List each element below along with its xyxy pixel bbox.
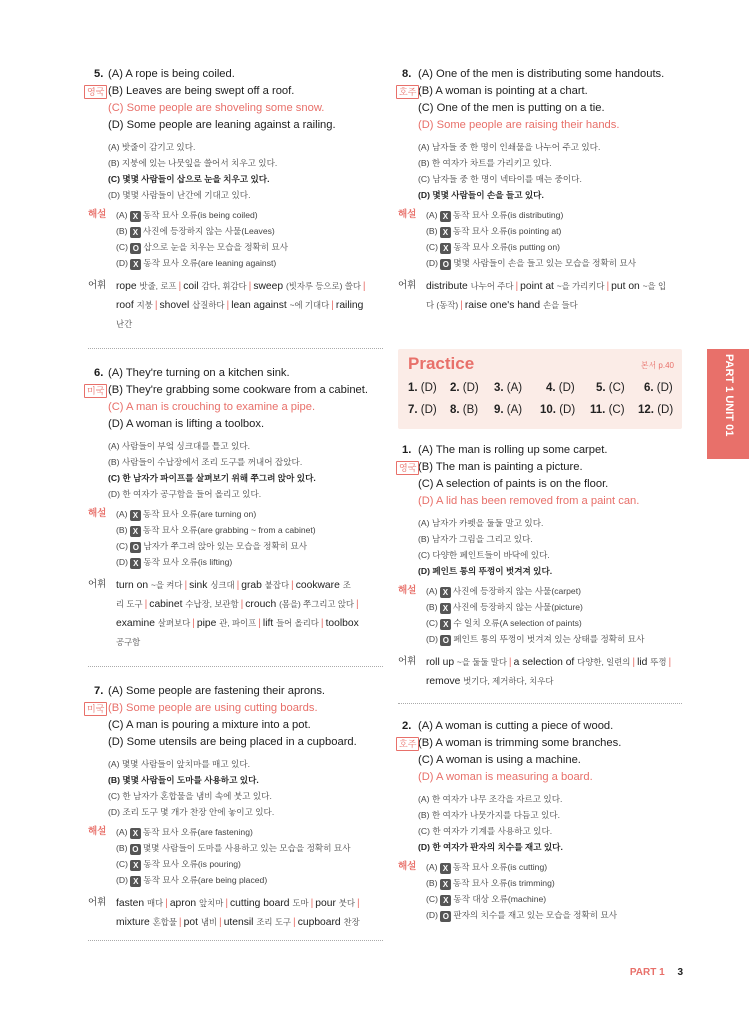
x-mark-icon: X <box>130 211 141 222</box>
vocab-line: roof 지붕 | shovel 삽질하다 | lean against ~에 기대다 | railing <box>116 300 364 311</box>
accent-badge: 호주 <box>396 85 419 99</box>
option-a: (A) A woman is cutting a piece of wood. <box>418 720 614 732</box>
accent-badge: 미국 <box>84 384 107 398</box>
o-mark-icon: O <box>130 844 141 855</box>
practice-page-ref: 본서 p.40 <box>640 361 674 370</box>
left-column <box>88 66 383 941</box>
solution-line: (D) O 판자의 치수를 재고 있는 모습을 정확히 묘사 <box>426 910 618 921</box>
solution-label: 해설 <box>88 826 107 837</box>
translation-b: (B) 남자가 그림을 그리고 있다. <box>418 534 533 544</box>
page-footer <box>630 967 683 978</box>
solution-line: (B) X 동작 묘사 오류(are grabbing ~ from a cabinet) <box>116 525 316 536</box>
question-7 <box>88 683 383 932</box>
vocabulary-label: 어휘 <box>88 579 107 590</box>
option-c: (C) One of the men is putting on a tie. <box>418 102 605 114</box>
answer-item: 12. (D) <box>638 404 674 416</box>
translation-b: (B) 지붕에 있는 나뭇잎을 쓸어서 치우고 있다. <box>108 158 278 168</box>
solution-line: (C) X 수 일치 오류(A selection of paints) <box>426 618 582 629</box>
answer-item: 2. (D) <box>450 382 479 394</box>
practice-title: Practice <box>408 354 475 373</box>
vocab-line: 리 도구 | cabinet 수납장, 보관함 | crouch (몸을) 쭈그리고 앉다 | <box>116 599 359 610</box>
translation-b: (B) 몇몇 사람들이 도마를 사용하고 있다. <box>108 775 259 785</box>
accent-badge: 영국 <box>396 461 419 475</box>
solution-line: (B) O 몇몇 사람들이 도마를 사용하고 있는 모습을 정확히 묘사 <box>116 843 351 854</box>
translation-b: (B) 사람들이 수납장에서 조리 도구를 꺼내어 잡았다. <box>108 457 303 467</box>
solution-line: (C) X 동작 대상 오류(machine) <box>426 894 547 905</box>
x-mark-icon: X <box>440 211 451 222</box>
x-mark-icon: X <box>440 895 451 906</box>
x-mark-icon: X <box>130 558 141 569</box>
option-a: (A) They're turning on a kitchen sink. <box>108 367 290 379</box>
accent-badge: 영국 <box>84 85 107 99</box>
solution <box>398 859 682 923</box>
solution-label: 해설 <box>398 209 417 220</box>
solution <box>398 583 682 647</box>
vocab-line: fasten 매다 | apron 앞치마 | cutting board 도마 | pour 붓다 | <box>116 898 360 909</box>
option-c: (C) A man is pouring a mixture into a pot. <box>108 719 311 731</box>
x-mark-icon: X <box>130 259 141 270</box>
divider <box>398 703 682 704</box>
vocab-line: rope 밧줄, 로프 | coil 감다, 휘감다 | sweep (빗자루 등으로) 쓸다 | <box>116 281 366 292</box>
solution-line: (C) X 동작 묘사 오류(is putting on) <box>426 242 560 253</box>
x-mark-icon: X <box>440 603 451 614</box>
translation-d: (D) 몇몇 사람들이 난간에 기대고 있다. <box>108 190 251 200</box>
solution <box>398 207 682 271</box>
translation-d: (D) 페인트 통의 뚜껑이 벗겨져 있다. <box>418 566 553 576</box>
page-number: 3 <box>677 967 683 978</box>
answer-item: 11. (C) <box>590 404 625 416</box>
solution-line: (D) O 페인트 통의 뚜껑이 벗겨져 있는 상태를 정확히 묘사 <box>426 634 645 645</box>
o-mark-icon: O <box>440 635 451 646</box>
translation-c: (C) 한 남자가 파이프를 살펴보기 위해 쭈그려 앉아 있다. <box>108 473 316 483</box>
solution-line: (C) O 삽으로 눈을 치우는 모습을 정확히 묘사 <box>116 242 289 253</box>
option-b: (B) Some people are using cutting boards. <box>108 702 318 714</box>
o-mark-icon: O <box>130 542 141 553</box>
option-d: (D) Some utensils are being placed in a cupboard. <box>108 736 357 748</box>
question-number: 6. <box>94 367 104 379</box>
answer-item: 5. (C) <box>596 382 625 394</box>
question-number: 2. <box>402 720 412 732</box>
x-mark-icon: X <box>440 863 451 874</box>
solution-label: 해설 <box>88 209 107 220</box>
translation-c: (C) 한 남자가 혼합물을 냄비 속에 붓고 있다. <box>108 791 272 801</box>
o-mark-icon: O <box>440 911 451 922</box>
solution-line: (B) X 동작 묘사 오류(is trimming) <box>426 878 555 889</box>
option-d: (D) A woman is lifting a toolbox. <box>108 418 265 430</box>
option-d: (D) Some people are leaning against a railing. <box>108 119 336 131</box>
option-c: (C) Some people are shoveling some snow. <box>108 102 325 114</box>
solution-line: (D) O 몇몇 사람들이 손을 들고 있는 모습을 정확히 묘사 <box>426 258 637 269</box>
option-a: (A) One of the men is distributing some handouts. <box>418 68 665 80</box>
option-c: (C) A woman is using a machine. <box>418 754 581 766</box>
solution-line: (D) X 동작 묘사 오류(are leaning against) <box>116 258 277 269</box>
vocab-line: remove 벗기다, 제거하다, 치우다 <box>426 676 554 687</box>
side-tab-label: PART 1 UNIT 01 <box>723 354 735 437</box>
option-b: (B) A woman is trimming some branches. <box>418 737 622 749</box>
solution-line: (B) X 사진에 등장하지 않는 사물(picture) <box>426 602 583 613</box>
answer-item: 3. (A) <box>494 382 523 394</box>
translation-a: (A) 남자들 중 한 명이 인쇄물을 나누어 주고 있다. <box>418 142 601 152</box>
vocabulary <box>88 277 383 334</box>
translation-c: (C) 다양한 페인트들이 바닥에 있다. <box>418 550 550 560</box>
question-number: 5. <box>94 68 104 80</box>
translation-d: (D) 몇몇 사람들이 손을 들고 있다. <box>418 190 544 200</box>
solution-label: 해설 <box>398 861 417 872</box>
divider <box>88 940 383 941</box>
practice-column <box>398 442 682 923</box>
option-a: (A) A rope is being coiled. <box>108 68 235 80</box>
practice-answer-box <box>398 349 682 429</box>
solution-line: (B) X 사진에 등장하지 않는 사물(Leaves) <box>116 226 275 237</box>
answer-item: 7. (D) <box>408 404 437 416</box>
option-b: (B) The man is painting a picture. <box>418 461 583 473</box>
question-number: 8. <box>402 68 412 80</box>
answer-item: 9. (A) <box>494 404 523 416</box>
solution-line: (C) X 동작 묘사 오류(is pouring) <box>116 859 241 870</box>
vocabulary-label: 어휘 <box>88 897 107 908</box>
question-6 <box>88 365 383 652</box>
translation-d: (D) 한 여자가 공구함을 들어 올리고 있다. <box>108 489 262 499</box>
translation-a: (A) 남자가 카펫을 둘둘 말고 있다. <box>418 518 544 528</box>
option-a: (A) The man is rolling up some carpet. <box>418 444 608 456</box>
option-d: (D) Some people are raising their hands. <box>418 119 620 131</box>
solution-line: (A) X 사진에 등장하지 않는 사물(carpet) <box>426 586 581 597</box>
translation-c: (C) 남자들 중 한 명이 넥타이를 매는 중이다. <box>418 174 582 184</box>
translation-c: (C) 몇몇 사람들이 삽으로 눈을 치우고 있다. <box>108 174 270 184</box>
x-mark-icon: X <box>130 876 141 887</box>
vocabulary <box>398 277 682 315</box>
option-b: (B) Leaves are being swept off a roof. <box>108 85 295 97</box>
vocab-line: roll up ~을 둘둘 말다 | a selection of 다양한, 일련의 | lid 뚜껑 | <box>426 657 672 668</box>
vocabulary <box>398 653 682 691</box>
x-mark-icon: X <box>440 587 451 598</box>
o-mark-icon: O <box>130 243 141 254</box>
solution-line: (A) X 동작 묘사 오류(is being coiled) <box>116 210 258 221</box>
solution-line: (D) X 동작 묘사 오류(is lifting) <box>116 557 233 568</box>
x-mark-icon: X <box>440 243 451 254</box>
answer-item: 10. (D) <box>540 404 576 416</box>
accent-badge: 호주 <box>396 737 419 751</box>
question-number: 1. <box>402 444 412 456</box>
x-mark-icon: X <box>130 227 141 238</box>
question-number: 7. <box>94 685 104 697</box>
answer-item: 1. (D) <box>408 382 437 394</box>
solution-label: 해설 <box>398 585 417 596</box>
solution-label: 해설 <box>88 508 107 519</box>
solution-line: (A) X 동작 묘사 오류(are fastening) <box>116 827 253 838</box>
option-d: (D) A woman is measuring a board. <box>418 771 593 783</box>
solution-line: (A) X 동작 묘사 오류(are turning on) <box>116 509 257 520</box>
translation-a: (A) 밧줄이 감기고 있다. <box>108 142 196 152</box>
answer-item: 4. (D) <box>546 382 575 394</box>
answer-item: 8. (B) <box>450 404 479 416</box>
vocab-line: 공구함 <box>116 637 141 647</box>
vocabulary <box>88 576 383 652</box>
vocab-line: examine 살펴보다 | pipe 관, 파이프 | lift 들어 올리다 | toolbox <box>116 618 359 629</box>
right-column <box>398 66 682 315</box>
footer-part-label: PART 1 <box>629 967 665 978</box>
x-mark-icon: X <box>440 619 451 630</box>
solution-line: (C) O 남자가 쭈그려 앉아 있는 모습을 정확히 묘사 <box>116 541 308 552</box>
solution <box>88 824 383 888</box>
vocab-line: 난간 <box>116 319 133 329</box>
practice-question-1 <box>398 442 682 691</box>
divider <box>88 348 383 349</box>
accent-badge: 미국 <box>84 702 107 716</box>
practice-question-2 <box>398 718 682 923</box>
option-c: (C) A selection of paints is on the floor. <box>418 478 609 490</box>
translation-d: (D) 한 여자가 판자의 치수를 재고 있다. <box>418 842 563 852</box>
vocabulary-label: 어휘 <box>88 280 107 291</box>
vocab-line: turn on ~을 켜다 | sink 싱크대 | grab 붙잡다 | cookware 조 <box>116 580 351 591</box>
vocab-line: mixture 혼합물 | pot 냄비 | utensil 조리 도구 | cupboard 찬장 <box>116 917 360 928</box>
translation-c: (C) 한 여자가 기계를 사용하고 있다. <box>418 826 553 836</box>
option-b: (B) A woman is pointing at a chart. <box>418 85 588 97</box>
option-a: (A) Some people are fastening their aprons. <box>108 685 326 697</box>
vocabulary <box>88 894 383 932</box>
solution <box>88 506 383 570</box>
divider <box>88 666 383 667</box>
solution-line: (A) X 동작 묘사 오류(is cutting) <box>426 862 548 873</box>
translation-b: (B) 한 여자가 나뭇가지를 다듬고 있다. <box>418 810 561 820</box>
translation-d: (D) 조리 도구 몇 개가 찬장 안에 놓이고 있다. <box>108 807 275 817</box>
x-mark-icon: X <box>130 828 141 839</box>
x-mark-icon: X <box>440 227 451 238</box>
answer-item: 6. (D) <box>644 382 673 394</box>
translation-b: (B) 한 여자가 차트를 가리키고 있다. <box>418 158 552 168</box>
o-mark-icon: O <box>440 259 451 270</box>
vocabulary-label: 어휘 <box>398 280 417 291</box>
x-mark-icon: X <box>130 510 141 521</box>
vocab-line: 다 (동작) | raise one's hand 손을 들다 <box>426 300 578 311</box>
x-mark-icon: X <box>130 526 141 537</box>
solution-line: (A) X 동작 묘사 오류(is distributing) <box>426 210 564 221</box>
question-5 <box>88 66 383 334</box>
solution-line: (D) X 동작 묘사 오류(are being placed) <box>116 875 268 886</box>
x-mark-icon: X <box>130 860 141 871</box>
solution <box>88 207 383 271</box>
option-c: (C) A man is crouching to examine a pipe. <box>108 401 316 413</box>
x-mark-icon: X <box>440 879 451 890</box>
option-b: (B) They're grabbing some cookware from a cabinet. <box>108 384 368 396</box>
solution-line: (B) X 동작 묘사 오류(is pointing at) <box>426 226 562 237</box>
vocab-line: distribute 나누어 주다 | point at ~을 가리키다 | put on ~을 입 <box>426 281 667 292</box>
translation-a: (A) 사람들이 부엌 싱크대를 틀고 있다. <box>108 441 251 451</box>
translation-a: (A) 한 여자가 나무 조각을 자르고 있다. <box>418 794 563 804</box>
question-8 <box>398 66 682 315</box>
vocabulary-label: 어휘 <box>398 656 417 667</box>
option-d: (D) A lid has been removed from a paint can. <box>418 495 640 507</box>
translation-a: (A) 몇몇 사람들이 앞치마를 매고 있다. <box>108 759 251 769</box>
